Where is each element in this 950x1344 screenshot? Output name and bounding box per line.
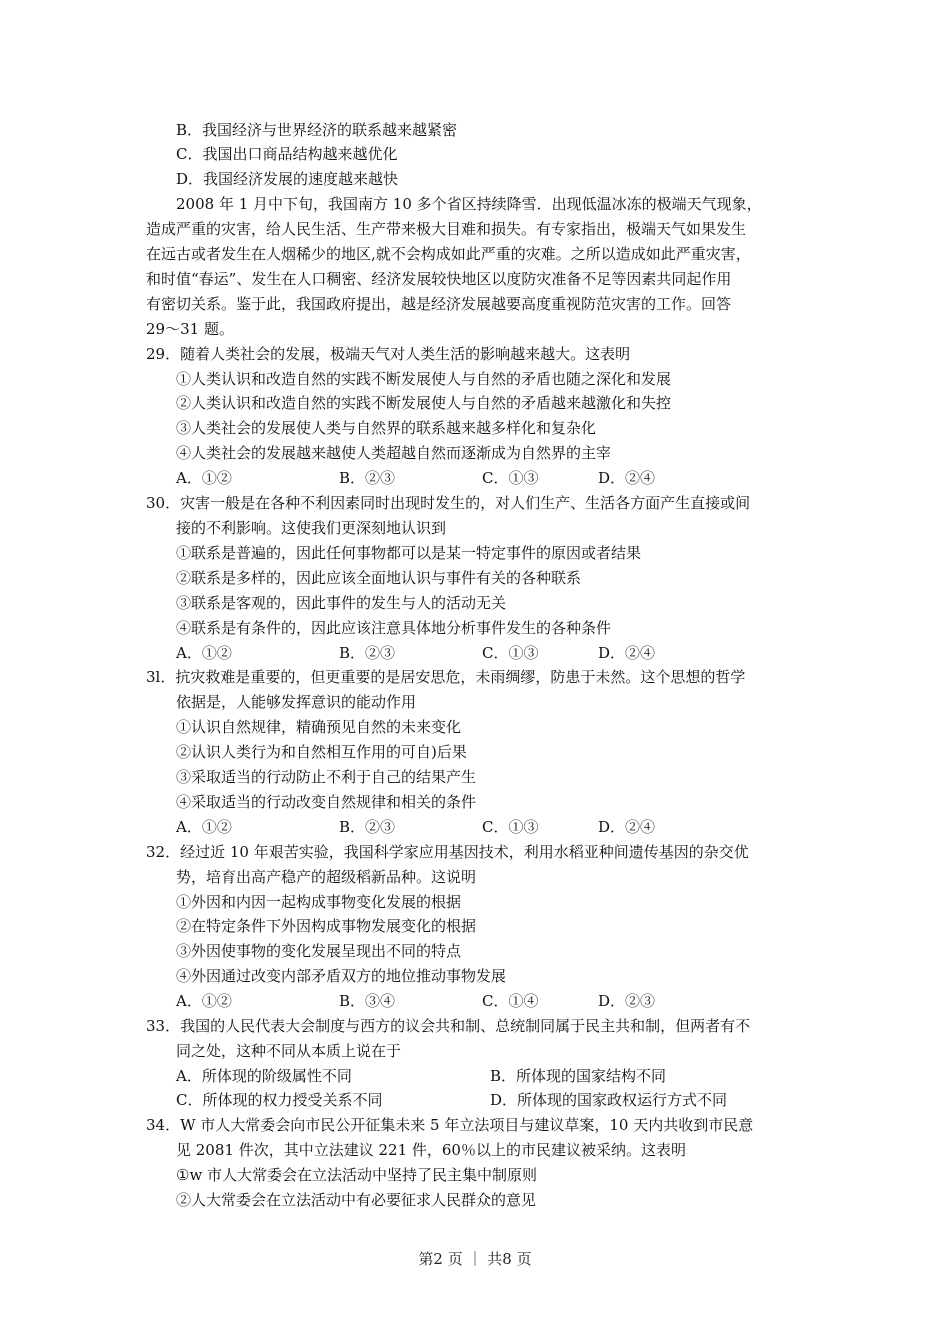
q33-option-d: D．所体现的国家政权运行方式不同 — [490, 1091, 728, 1109]
passage-line: 2008 年 1 月中下旬，我国南方 10 多个省区持续降雪．出现低温冰冻的极端天气现象， — [176, 195, 762, 213]
q29-statement-1: ①人类认识和改造自然的实践不断发展使人与自然的矛盾也随之深化和发展 — [176, 370, 672, 388]
question-29-stem: 29．随着人类社会的发展，极端天气对人类生活的影响越来越大。这表明 — [146, 345, 631, 363]
q32-statement-1: ①外因和内因一起构成事物变化发展的根据 — [176, 893, 462, 911]
q30-option-c: C．①③ — [482, 644, 539, 662]
q30-option-b: B．②③ — [339, 644, 396, 662]
question-30-stem-cont: 接的不利影响。这使我们更深刻地认识到 — [176, 519, 447, 537]
q32-statement-4: ④外因通过改变内部矛盾双方的地位推动事物发展 — [176, 967, 507, 985]
question-31-stem-cont: 依据是，人能够发挥意识的能动作用 — [176, 693, 417, 711]
prev-option-c: C．我国出口商品结构越来越优化 — [176, 145, 398, 163]
question-32-stem-cont: 势，培育出高产稳产的超级稻新品种。这说明 — [176, 868, 477, 886]
q32-statement-2: ②在特定条件下外因构成事物发展变化的根据 — [176, 917, 477, 935]
q29-option-c: C．①③ — [482, 469, 539, 487]
q31-option-a: A．①② — [176, 818, 232, 836]
q31-option-b: B．②③ — [339, 818, 396, 836]
q29-option-a: A．①② — [176, 469, 232, 487]
q31-statement-3: ③采取适当的行动防止不利于自己的结果产生 — [176, 768, 477, 786]
q31-statement-1: ①认识自然规律，精确预见自然的未来变化 — [176, 718, 462, 736]
question-30-stem: 30．灾害一般是在各种不利因素同时出现时发生的，对人们生产、生活各方面产生直接或间 — [146, 494, 751, 512]
q30-statement-3: ③联系是客观的，因此事件的发生与人的活动无关 — [176, 594, 507, 612]
question-33-stem-cont: 同之处，这种不同从本质上说在于 — [176, 1042, 402, 1060]
q29-statement-2: ②人类认识和改造自然的实践不断发展使人与自然的矛盾越来越激化和失控 — [176, 394, 672, 412]
q31-option-d: D．②④ — [598, 818, 656, 836]
passage-line: 和时值“春运”、发生在人口稠密、经济发展较快地区以度防灾准备不足等因素共同起作用 — [146, 270, 732, 288]
question-31-stem: 3l．抗灾救难是重要的，但更重要的是居安思危，未雨绸缪，防患于未然。这个思想的哲学 — [146, 668, 746, 686]
q34-statement-1: ①w 市人大常委会在立法活动中坚持了民主集中制原则 — [176, 1166, 538, 1184]
q32-option-b: B．③④ — [339, 992, 396, 1010]
passage-line: 29～31 题。 — [146, 320, 234, 338]
q29-option-d: D．②④ — [598, 469, 656, 487]
passage-line: 有密切关系。鉴于此，我国政府提出，越是经济发展越要高度重视防范灾害的工作。回答 — [146, 295, 732, 313]
q32-statement-3: ③外因使事物的变化发展呈现出不同的特点 — [176, 942, 462, 960]
q31-statement-2: ②认识人类行为和自然相互作用的可自)后果 — [176, 743, 467, 761]
prev-option-d: D．我国经济发展的速度越来越快 — [176, 170, 399, 188]
q31-option-c: C．①③ — [482, 818, 539, 836]
q32-option-d: D．②③ — [598, 992, 656, 1010]
q29-option-b: B．②③ — [339, 469, 396, 487]
question-34-stem: 34．W 市人大常委会向市民公开征集未来 5 年立法项目与建议草案，10 天内共收到市民意 — [146, 1116, 754, 1134]
passage-line: 在远古或者发生在人烟稀少的地区,就不会构成如此严重的灾难。之所以造成如此严重灾害， — [146, 245, 751, 263]
q29-statement-4: ④人类社会的发展越来越使人类超越自然而逐渐成为自然界的主宰 — [176, 444, 612, 462]
q30-statement-4: ④联系是有条件的，因此应该注意具体地分析事件发生的各种条件 — [176, 619, 612, 637]
q31-statement-4: ④采取适当的行动改变自然规律和相关的条件 — [176, 793, 477, 811]
q33-option-a: A．所体现的阶级属性不同 — [176, 1067, 352, 1085]
q32-option-c: C．①④ — [482, 992, 539, 1010]
q34-statement-2: ②人大常委会在立法活动中有必要征求人民群众的意见 — [176, 1191, 537, 1209]
page-footer: 第2 页 ｜ 共8 页 — [418, 1250, 532, 1268]
prev-option-b: B．我国经济与世界经济的联系越来越紧密 — [176, 121, 458, 139]
q29-statement-3: ③人类社会的发展使人类与自然界的联系越来越多样化和复杂化 — [176, 419, 597, 437]
question-32-stem: 32．经过近 10 年艰苦实验，我国科学家应用基因技术，利用水稻亚种间遗传基因的杂交优 — [146, 843, 749, 861]
q30-statement-2: ②联系是多样的，因此应该全面地认识与事件有关的各种联系 — [176, 569, 582, 587]
q33-option-c: C．所体现的权力授受关系不同 — [176, 1091, 383, 1109]
q30-option-a: A．①② — [176, 644, 232, 662]
q30-statement-1: ①联系是普遍的，因此任何事物都可以是某一特定事件的原因或者结果 — [176, 544, 642, 562]
q32-option-a: A．①② — [176, 992, 232, 1010]
question-34-stem-cont: 见 2081 件次，其中立法建议 221 件，60％以上的市民建议被采纳。这表明 — [176, 1141, 686, 1159]
question-33-stem: 33．我国的人民代表大会制度与西方的议会共和制、总统制同属于民主共和制，但两者有不 — [146, 1017, 751, 1035]
q30-option-d: D．②④ — [598, 644, 656, 662]
q33-option-b: B．所体现的国家结构不同 — [490, 1067, 667, 1085]
passage-line: 造成严重的灾害，给人民生活、生产带来极大目难和损失。有专家指出，极端天气如果发生 — [146, 220, 747, 238]
